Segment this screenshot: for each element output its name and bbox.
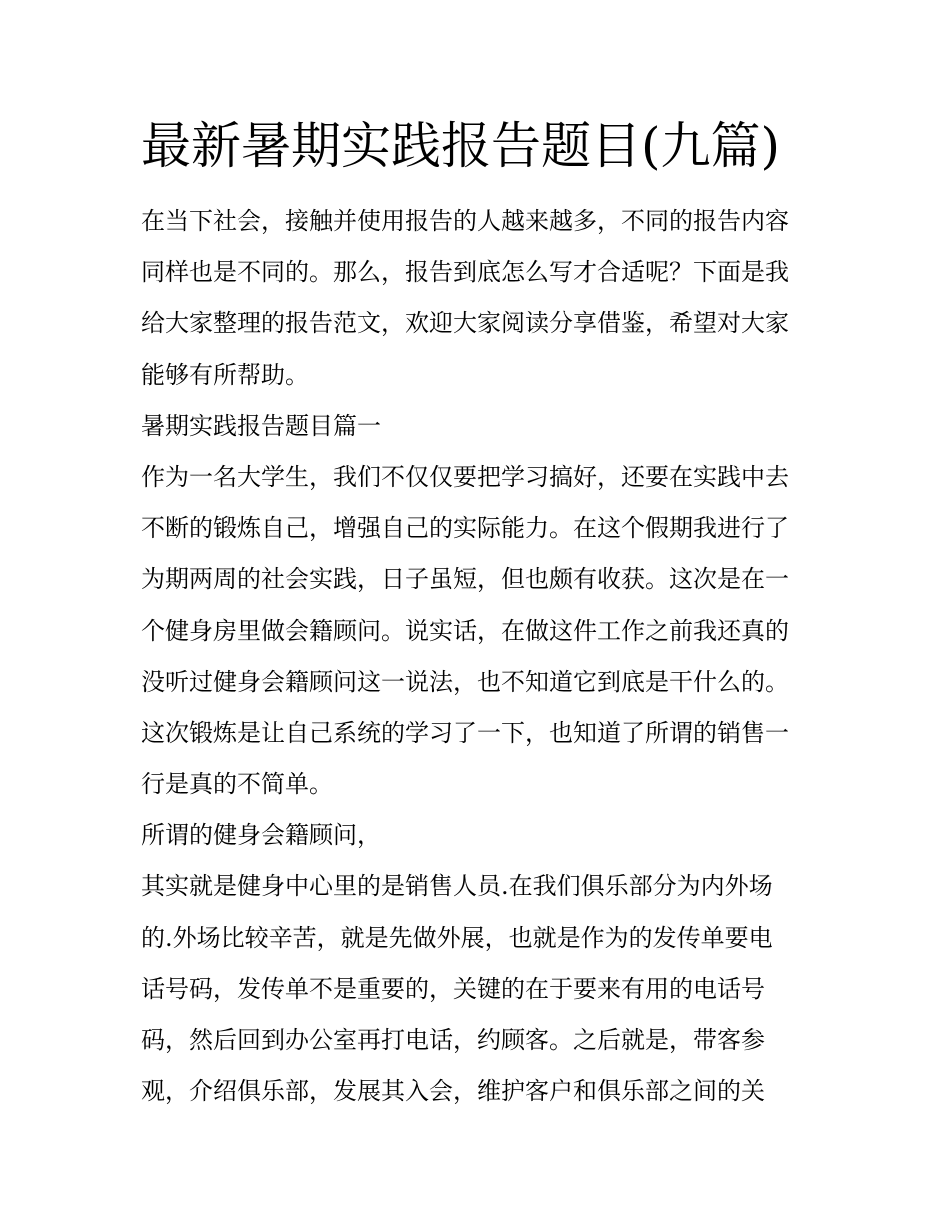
document-body xyxy=(141,196,813,1117)
text-line: 给大家整理的报告范文，欢迎大家阅读分享借鉴，希望对大家 xyxy=(141,309,789,338)
text-line: 码，然后回到办公室再打电话，约顾客。之后就是，带客参 xyxy=(141,1026,765,1054)
text-line: 其实就是健身中心里的是销售人员.在我们俱乐部分为内外场 xyxy=(141,872,773,901)
text-line: 没听过健身会籍顾问这一说法，也不知道它到底是干什么的。 xyxy=(141,667,789,696)
text-line: 这次锻炼是让自己系统的学习了一下，也知道了所谓的销售一 xyxy=(141,718,789,747)
text-line: 的.外场比较辛苦，就是先做外展，也就是作为的发传单要电 xyxy=(141,923,773,952)
text-line: 能够有所帮助。 xyxy=(141,360,309,389)
text-line: 同样也是不同的。那么，报告到底怎么写才合适呢？下面是我 xyxy=(141,258,789,287)
section-heading: 暑期实践报告题目篇一 xyxy=(141,411,381,440)
text-line: 所谓的健身会籍顾问， xyxy=(141,821,381,850)
text-line: 话号码，发传单不是重要的，关键的在于要来有用的电话号 xyxy=(141,974,765,1003)
text-line: 观，介绍俱乐部，发展其入会，维护客户和俱乐部之间的关 xyxy=(141,1077,765,1106)
text-line: 不断的锻炼自己，增强自己的实际能力。在这个假期我进行了 xyxy=(141,514,789,543)
text-line: 为期两周的社会实践，日子虽短，但也颇有收获。这次是在一 xyxy=(141,565,789,594)
document-title: 最新暑期实践报告题目(九篇) xyxy=(141,117,781,175)
text-line: 行是真的不简单。 xyxy=(141,770,333,799)
text-line: 作为一名大学生，我们不仅仅要把学习搞好，还要在实践中去 xyxy=(141,462,789,491)
text-line: 在当下社会，接触并使用报告的人越来越多，不同的报告内容 xyxy=(141,207,789,235)
text-line: 个健身房里做会籍顾问。说实话，在做这件工作之前我还真的 xyxy=(141,616,789,645)
